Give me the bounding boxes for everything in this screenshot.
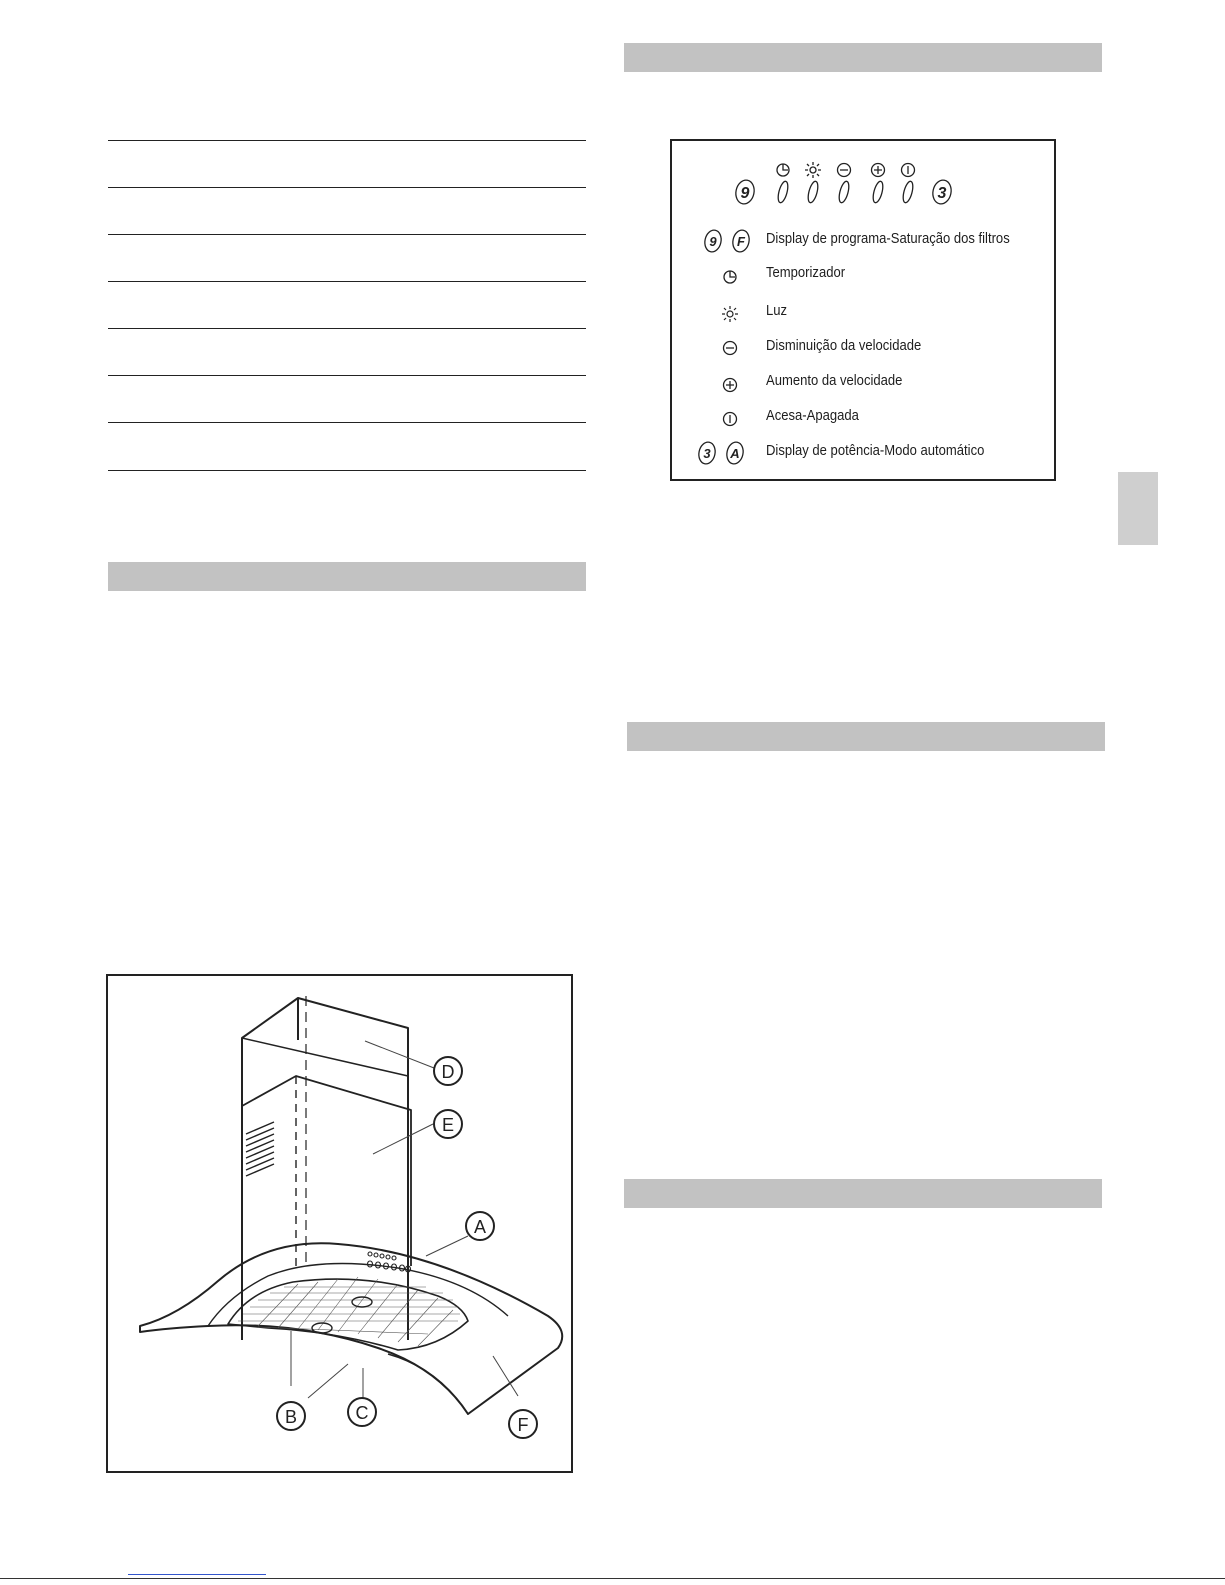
footer-link-underline[interactable]	[128, 1574, 266, 1575]
legend-label: Luz	[766, 303, 788, 319]
legend-row-power	[672, 405, 1056, 431]
svg-text:3: 3	[703, 446, 711, 461]
callout-label-c: C	[355, 1403, 369, 1423]
cooker-hood-illustration	[108, 976, 571, 1471]
table-rule-1	[108, 140, 586, 141]
table-rule-5	[108, 328, 586, 329]
table-rule-6	[108, 375, 586, 376]
speed-decrease-icon	[716, 335, 746, 361]
legend-label: Acesa-Apagada	[766, 408, 859, 424]
legend-row-program-display	[672, 228, 1056, 254]
svg-text:A: A	[730, 446, 740, 461]
legend-row-power-display	[672, 440, 1056, 466]
speed-increase-icon	[716, 370, 746, 396]
table-rule-2	[108, 187, 586, 188]
speed-increase-icon	[872, 164, 885, 177]
table-rule-3	[108, 234, 586, 235]
power-icon	[902, 164, 915, 177]
callout-label-d: D	[441, 1062, 455, 1082]
canopy-glass	[140, 1243, 562, 1414]
power-auto-display-icon	[694, 440, 774, 466]
legend-label: Temporizador	[766, 265, 846, 281]
display-left-value: 9	[740, 185, 750, 202]
svg-text:F: F	[737, 234, 745, 249]
hood-diagram-box	[106, 974, 573, 1473]
section-bar-right-2	[627, 722, 1105, 751]
table-rule-8	[108, 470, 586, 471]
legend-row-speed-decrease	[672, 335, 1056, 361]
halogen-light-1	[352, 1297, 372, 1307]
filter-mesh	[238, 1277, 460, 1346]
callout-label-b: B	[284, 1407, 298, 1427]
control-panel-strip	[672, 141, 1054, 211]
lower-chimney	[242, 1076, 411, 1266]
section-bar-right-1	[624, 43, 1102, 72]
section-bar-right-3	[624, 1179, 1102, 1208]
timer-icon	[716, 262, 746, 288]
callout-label-a: A	[473, 1217, 487, 1237]
timer-icon	[777, 164, 789, 176]
light-icon	[716, 300, 746, 326]
svg-text:9: 9	[709, 234, 717, 249]
legend-row-timer	[672, 262, 1056, 288]
callout-label-f: F	[517, 1415, 529, 1435]
legend-row-speed-increase	[672, 370, 1056, 396]
legend-label: Display de potência-Modo automático	[766, 443, 985, 459]
slanted-buttons	[776, 180, 914, 203]
power-icon	[716, 405, 746, 431]
upper-chimney	[242, 998, 408, 1340]
light-icon	[805, 162, 821, 178]
display-right-value: 3	[937, 185, 947, 202]
legend-label: Aumento da velocidade	[766, 373, 903, 389]
legend-row-light	[672, 300, 1056, 326]
control-panel-box	[670, 139, 1056, 481]
section-bar-left	[108, 562, 586, 591]
footer-line	[0, 1578, 1225, 1579]
speed-decrease-icon	[838, 164, 851, 177]
side-tab	[1118, 472, 1158, 545]
table-rule-4	[108, 281, 586, 282]
vent-slots	[246, 1122, 274, 1176]
legend-label: Disminuição da velocidade	[766, 338, 922, 354]
table-rule-7	[108, 422, 586, 423]
legend-label: Display de programa-Saturação dos filtros	[766, 231, 1010, 247]
callout-label-e: E	[441, 1115, 455, 1135]
